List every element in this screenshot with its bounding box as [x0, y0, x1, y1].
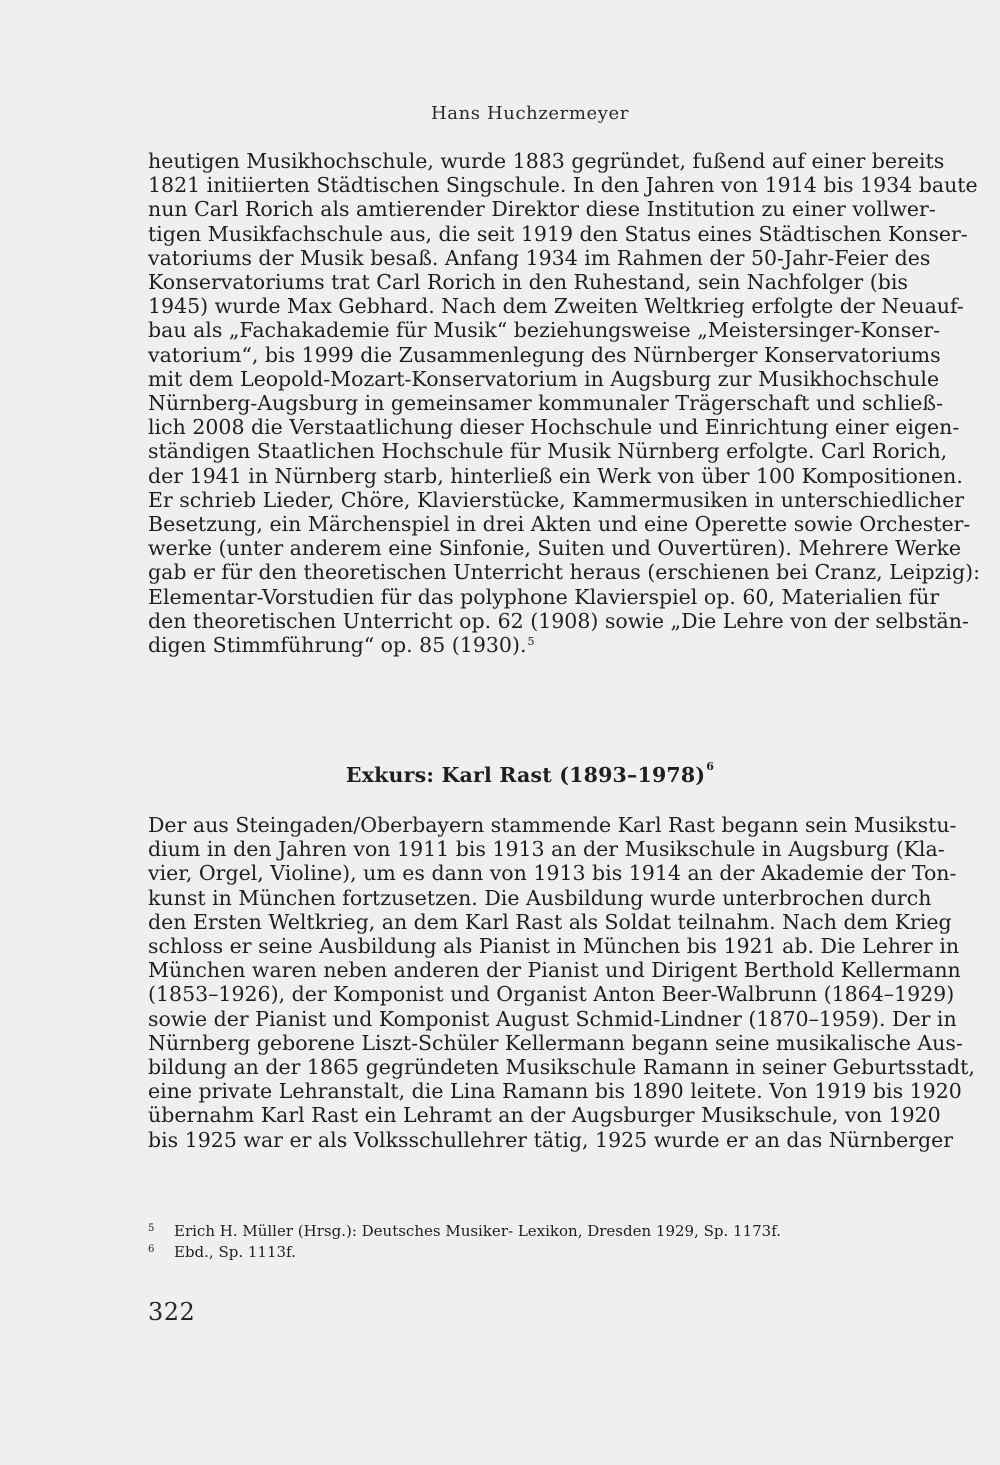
footnote-number: 6 — [148, 1244, 155, 1255]
text-line: Besetzung, ein Märchenspiel in drei Akten und eine Operette sowie Orchester- — [148, 512, 971, 537]
text-line: nun Carl Rorich als amtierender Direktor diese Institution zu einer vollwer- — [148, 197, 936, 222]
text-line: schloss er seine Ausbildung als Pianist in München bis 1921 ab. Die Lehrer in — [148, 934, 960, 959]
text-line: München waren neben anderen der Pianist und Dirigent Berthold Kellermann — [148, 958, 961, 983]
text-line: Der aus Steingaden/Oberbayern stammende Karl Rast begann sein Musikstu- — [148, 813, 957, 837]
footnote-6 — [148, 1242, 904, 1263]
text-line: Elementar-Vorstudien für das polyphone Klavierspiel op. 60, Materialien für — [148, 584, 940, 609]
text-line: bildung an der 1865 gegründeten Musikschule Ramann in seiner Geburtsstadt, — [148, 1055, 975, 1080]
text-line: eine private Lehranstalt, die Lina Ramann bis 1890 leitete. Von 1919 bis 1920 — [148, 1079, 962, 1104]
text-line: Konservatoriums trat Carl Rorich in den Ruhestand, sein Nachfolger (bis — [148, 270, 908, 295]
text-line: vatoriums der Musik besaß. Anfang 1934 im Rahmen der 50-Jahr-Feier des — [148, 245, 931, 270]
text-line: bau als „Fachakademie für Musik“ beziehungsweise „Meistersinger-Konser- — [148, 318, 941, 343]
text-line: der 1941 in Nürnberg starb, hinterließ ein Werk von über 100 Kompositionen. — [148, 463, 963, 488]
text-line: kunst in München fortzusetzen. Die Ausbildung wurde unterbrochen durch — [148, 885, 932, 910]
footnote-text: Ebd., Sp. 1113f. — [174, 1243, 296, 1261]
text-line: sowie der Pianist und Komponist August Schmid-Lindner (1870–1959). Der in — [148, 1006, 957, 1031]
text-line: mit dem Leopold-Mozart-Konservatorium in Augsburg zur Musikhochschule — [148, 366, 940, 391]
text-line: Nürnberg geborene Liszt-Schüler Kellermann begann seine musikalische Aus- — [148, 1030, 963, 1055]
last-line-text: digen Stimmführung“ op. 85 (1930). — [148, 633, 527, 658]
text-line: Nürnberg-Augsburg in gemeinsamer kommunaler Trägerschaft und schließ- — [148, 391, 944, 416]
text-line: heutigen Musikhochschule, wurde 1883 gegründet, fußend auf einer bereits — [148, 149, 945, 173]
text-line: werke (unter anderem eine Sinfonie, Suiten und Ouvertüren). Mehrere Werke — [148, 536, 962, 561]
running-head: Hans Huchzermeyer — [430, 103, 630, 124]
text-line: Er schrieb Lieder, Chöre, Klavierstücke, Kammermusiken in unterschiedlicher — [148, 487, 965, 512]
section-heading — [148, 760, 912, 787]
text-line: tigen Musikfachschule aus, die seit 1919 den Status eines Städtischen Konser- — [148, 221, 968, 246]
text-line: übernahm Karl Rast ein Lehramt an der Augsburger Musikschule, von 1920 — [148, 1103, 941, 1128]
text-line-last — [148, 633, 904, 657]
footnote-reference[interactable]: 5 — [527, 635, 535, 649]
footnotes — [148, 1221, 904, 1263]
paragraph-rast — [148, 813, 975, 1152]
text-line: vatorium“, bis 1999 die Zusammenlegung des Nürnberger Konservatoriums — [148, 342, 941, 367]
text-line: dium in den Jahren von 1911 bis 1913 an der Musikschule in Augsburg (Kla- — [148, 837, 945, 862]
text-line: vier, Orgel, Violine), um es dann von 1913 bis 1914 an der Akademie der Ton- — [148, 861, 957, 886]
text-line: gab er für den theoretischen Unterricht heraus (erschienen bei Cranz, Leipzig): — [148, 560, 981, 585]
text-line: lich 2008 die Verstaatlichung dieser Hochschule und Einrichtung einer eigen- — [148, 415, 960, 440]
footnote-number: 5 — [148, 1223, 155, 1234]
page-number: 322 — [148, 1298, 196, 1326]
footnote-reference[interactable]: 6 — [706, 760, 715, 773]
text-line: bis 1925 war er als Volksschullehrer tätig, 1925 wurde er an das Nürnberger — [148, 1127, 954, 1152]
paragraph-rorich — [148, 149, 981, 658]
text-line: ständigen Staatlichen Hochschule für Musik Nürnberg erfolgte. Carl Rorich, — [148, 439, 948, 464]
text-line: 1821 initiierten Städtischen Singschule. In den Jahren von 1914 bis 1934 baute — [148, 173, 978, 198]
footnote-text: Erich H. Müller (Hrsg.): Deutsches Musiker- Lexikon, Dresden 1929, Sp. 1173f. — [174, 1222, 781, 1240]
text-line: (1853–1926), der Komponist und Organist Anton Beer-Walbrunn (1864–1929) — [148, 982, 955, 1007]
text-line: 1945) wurde Max Gebhard. Nach dem Zweiten Weltkrieg erfolgte der Neuauf- — [148, 294, 964, 319]
section-heading-text: Exkurs: Karl Rast (1893–1978) — [345, 763, 706, 787]
footnote-5 — [148, 1221, 904, 1242]
text-line: den Ersten Weltkrieg, an dem Karl Rast als Soldat teilnahm. Nach dem Krieg — [148, 909, 952, 934]
text-line: den theoretischen Unterricht op. 62 (1908) sowie „Die Lehre von der selbstän- — [148, 608, 969, 633]
